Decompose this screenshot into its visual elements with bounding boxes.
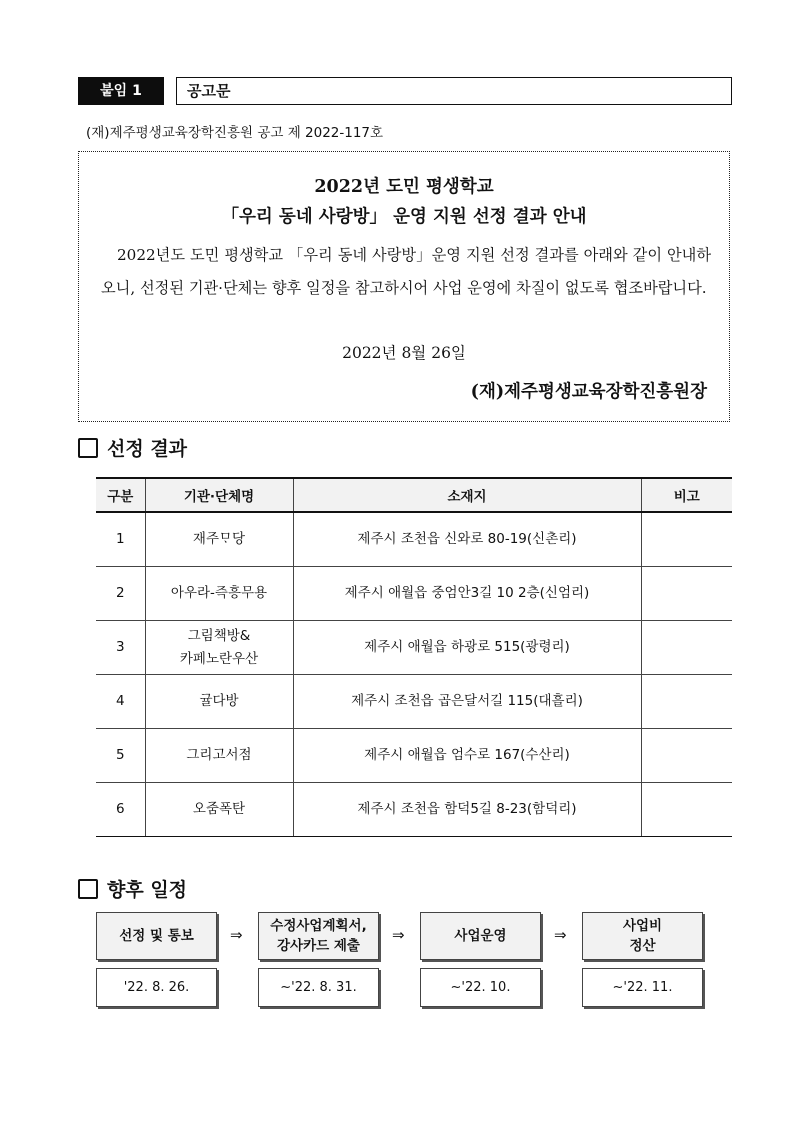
table-row	[96, 512, 732, 567]
row-address: 제주시 애월읍 엄수로 167(수산리)	[293, 729, 641, 783]
table-header-row	[96, 478, 732, 512]
row-address: 제주시 조천읍 함덕5길 8-23(함덕리)	[293, 783, 641, 837]
attachment-header	[78, 77, 720, 105]
arrow-icon: ⇒	[230, 926, 243, 944]
row-name	[145, 621, 293, 675]
step-label-line2: 강사카드 제출	[277, 938, 360, 954]
row-no: 2	[96, 567, 145, 621]
arrow-icon: ⇒	[554, 926, 567, 944]
schedule-date-1	[96, 968, 217, 1007]
notice-number: (재)제주평생교육장학진흥원 공고 제 2022-117호	[86, 125, 384, 141]
row-address: 제주시 애월읍 하광로 515(광령리)	[293, 621, 641, 675]
row-name: 재주ᄆᆞ당	[145, 512, 293, 567]
step-label: 사업운영	[454, 928, 507, 944]
step-date: ~'22. 11.	[612, 980, 673, 995]
row-note	[641, 621, 732, 675]
notice-body: 2022년도 도민 평생학교 「우리 동네 사랑방」운영 지원 선정 결과를 아래와 같이 안내하오니, 선정된 기관·단체는 향후 일정을 참고하시어 사업 운영에 차질이 없도록 협조바랍니다.	[101, 246, 711, 297]
notice-title-line2: 「우리 동네 사랑방」 운영 지원 선정 결과 안내	[221, 207, 587, 227]
row-note	[641, 675, 732, 729]
schedule-step-4	[582, 912, 703, 960]
table-row	[96, 567, 732, 621]
table-row	[96, 783, 732, 837]
header-no: 구분	[96, 478, 145, 512]
step-label-line1: 사업비	[622, 918, 663, 934]
step-date: ~'22. 10.	[450, 980, 511, 995]
row-address: 제주시 조천읍 곱은달서길 115(대흘리)	[293, 675, 641, 729]
row-no: 3	[96, 621, 145, 675]
step-date: '22. 8. 26.	[123, 980, 190, 995]
notice-title-line1: 2022년 도민 평생학교	[314, 177, 494, 197]
row-name: 아우라-즉흥무용	[145, 567, 293, 621]
square-bullet-icon	[78, 879, 98, 899]
section-selection-results	[78, 434, 187, 460]
schedule-step-1	[96, 912, 217, 960]
schedule-date-2	[258, 968, 379, 1007]
attachment-title: 공고문	[176, 77, 732, 105]
step-label-line2: 정산	[629, 938, 656, 954]
table-row	[96, 729, 732, 783]
table-row	[96, 621, 732, 675]
step-label-line1: 수정사업계획서,	[270, 918, 367, 934]
header-address: 소재지	[293, 478, 641, 512]
row-no: 6	[96, 783, 145, 837]
row-note	[641, 729, 732, 783]
notice-box	[78, 151, 730, 422]
step-date: ~'22. 8. 31.	[280, 980, 357, 995]
schedule-date-4	[582, 968, 703, 1007]
step-label: 선정 및 통보	[119, 928, 194, 944]
attachment-label: 붙임 1	[78, 77, 164, 105]
row-name-line2: 카페노란우산	[179, 650, 259, 667]
row-address: 제주시 조천읍 신와로 80-19(신촌리)	[293, 512, 641, 567]
row-name-line1: 그림책방&	[187, 627, 251, 644]
row-note	[641, 512, 732, 567]
results-table	[96, 477, 732, 837]
schedule-step-3	[420, 912, 541, 960]
row-note	[641, 567, 732, 621]
square-bullet-icon	[78, 438, 98, 458]
section-title: 향후 일정	[107, 879, 188, 901]
arrow-icon: ⇒	[392, 926, 405, 944]
table-row	[96, 675, 732, 729]
row-name: 귤다방	[145, 675, 293, 729]
section-title: 선정 결과	[107, 438, 188, 460]
row-address: 제주시 애월읍 중엄안3길 10 2층(신엄리)	[293, 567, 641, 621]
schedule-step-2	[258, 912, 379, 960]
row-name: 그리고서점	[145, 729, 293, 783]
notice-signature: (재)제주평생교육장학진흥원장	[470, 382, 707, 402]
section-schedule	[78, 875, 187, 901]
row-no: 4	[96, 675, 145, 729]
schedule-date-3	[420, 968, 541, 1007]
row-note	[641, 783, 732, 837]
header-name: 기관·단체명	[145, 478, 293, 512]
row-name: 오줌폭탄	[145, 783, 293, 837]
notice-date: 2022년 8월 26일	[342, 344, 466, 362]
header-note: 비고	[641, 478, 732, 512]
row-no: 1	[96, 512, 145, 567]
row-no: 5	[96, 729, 145, 783]
